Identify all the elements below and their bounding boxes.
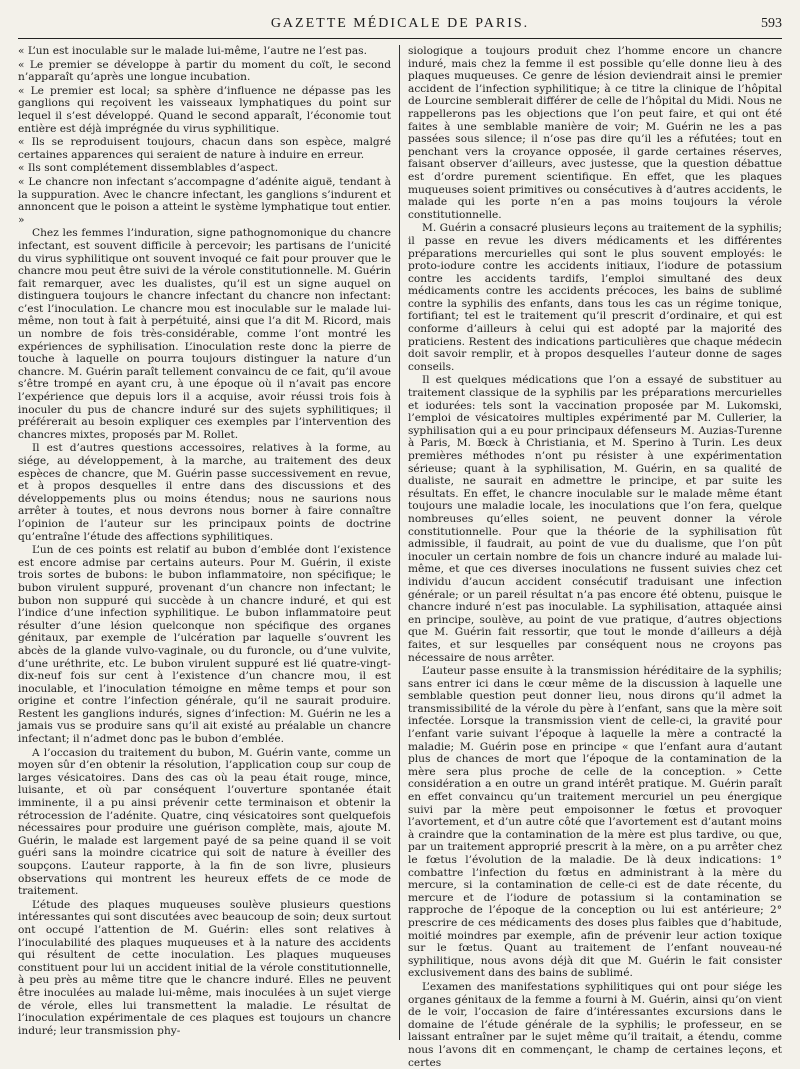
- paragraph: A l’occasion du traitement du bubon, M. Guérin vante, comme un moyen sûr d’en obtenir la résolution, l’application coup sur coup de larges vésicatoires. Dans des cas où la peau était rouge, mince, luisante, et où par conséquent l’ouverture spontanée était imminente, il a pu ainsi prévenir cette terminaison et obtenir la rétrocession de l’adénite. Quatre, cinq vésicatoires sont quelquefois nécessaires pour produire une guérison complète, mais, ajoute M. Guérin, le malade est largement payé de sa peine quand il se voit guéri sans la moindre cicatrice qui soit de nature à éveiller des soupçons. L’auteur rapporte, à la fin de son livre, plusieurs observations qui montrent les heureux effets de ce mode de traitement.: [18, 746, 391, 898]
- page-number: 593: [761, 16, 782, 31]
- paragraph: L’auteur passe ensuite à la transmission héréditaire de la syphilis; sans entrer ici dans le cœur même de la discussion à laquelle une semblable question peut donner lieu, nous dirons qu’il admet la transmissibilité de la vérole du père à l’enfant, sans que la mère soit infectée. Lorsque la transmission vient de celle-ci, la gravité pour l’enfant varie suivant l’époque à laquelle la mère a contracté la maladie; M. Guérin pose en principe « que l’enfant aura d’autant plus de chances de mort que l’époque de la contamination de la mère sera plus proche de celle de la conception. » Cette considération a en outre un grand intérêt pratique. M. Guérin paraît en effet convaincu qu’un traitement mercuriel un peu énergique suivi par la mère peut empoisonner le fœtus et provoquer l’avortement, et d’un autre côté que l’avortement est d’autant moins à craindre que la contamination de la mère est plus tardive, ou que, par un traitement approprié prescrit à la mère, on a pu arrêter chez le fœtus l’évolution de la maladie. De là deux indications: 1° combattre l’infection du fœtus en administrant à la mère du mercure, si la contamination de celle-ci est de date récente, du mercure et de l’iodure de potassium si la contamination se rapproche de l’époque de la conception ou lui est antérieure; 2° prescrire de ces médicaments des doses plus faibles que d’habitude, moitié moindres par exemple, afin de prévenir leur action toxique sur le fœtus. Quant au traitement de l’enfant nouveau-né syphilitique, nous avons déjà dit que M. Guérin le fait consister exclusivement dans des bains de sublimé.: [408, 665, 782, 980]
- page-header: [18, 10, 782, 39]
- paragraph: « Le premier est local; sa sphère d’influence ne dépasse pas les ganglions qui reçoivent les vaisseaux lymphatiques du point sur lequel il s’est développé. Quand le second apparaît, l’économie tout entière est déjà imprégnée du virus syphilitique.: [18, 84, 391, 135]
- paragraph: « Ils se reproduisent toujours, chacun dans son espèce, malgré certaines apparences qui seraient de nature à induire en erreur.: [18, 136, 391, 161]
- paragraph: L’étude des plaques muqueuses soulève plusieurs questions intéressantes qui sont discutées avec beaucoup de soin; deux surtout ont occupé l’attention de M. Guérin: elles sont relatives à l’inoculabilité des plaques muqueuses et à la nature des accidents qui résultent de cette inoculation. Les plaques muqueuses constituent pour lui un accident initial de la vérole constitutionnelle, à peu près au même titre que le chancre induré. Elles ne peuvent être inoculées au malade lui-même, mais inoculées à un sujet vierge de vérole, elles lui transmettent la maladie. Le résultat de l’inoculation expérimentale de ces plaques est toujours un chancre induré; leur transmission phy-: [18, 898, 391, 1037]
- paragraph: Il est d’autres questions accessoires, relatives à la forme, au siége, au développement, à la marche, au traitement des deux espèces de chancre, que M. Guérin passe successivement en revue, et à propos desquelles il entre dans des discussions et des développements plus ou moins étendus; nous ne saurions nous arrêter à toutes, et nous devrons nous borner à faire connaître l’opinion de l’auteur sur les principaux points de doctrine qu’entraîne l’étude des affections syphilitiques.: [18, 442, 391, 543]
- journal-title: GAZETTE MÉDICALE DE PARIS.: [270, 16, 530, 31]
- text-columns: [18, 45, 782, 1069]
- paragraph: L’un de ces points est relatif au bubon d’emblée dont l’existence est encore admise par certains auteurs. Pour M. Guérin, il existe trois sortes de bubons: le bubon inflammatoire, non spécifique; le bubon virulent suppuré, provenant d’un chancre non infectant; le bubon non suppuré qui succède à un chancre induré, et qui est l’indice d’une infection syphilitique. Le bubon inflammatoire peut résulter d’une lésion quelconque non spécifique des organes génitaux, par exemple de l’ulcération par laquelle s’ouvrent les abcès de la glande vulvo-vaginale, ou du furoncle, ou d’une vulvite, d’une uréthrite, etc. Le bubon virulent suppuré est lié quatre-vingt-dix-neuf fois sur cent à l’existence d’un chancre mou, il est inoculable, et l’inoculation témoigne en même temps et pour son origine et contre l’infection générale, qu’il ne saurait produire. Restent les ganglions indurés, signes d’infection: M. Guérin ne les a jamais vus se produire sans qu’il ait existé au préalable un chancre infectant; il n’admet donc pas le bubon d’emblée.: [18, 544, 391, 746]
- paragraph: « Ils sont complétement dissemblables d’aspect.: [18, 162, 279, 175]
- paragraph: Il est quelques médications que l’on a essayé de substituer au traitement classique de la syphilis par les préparations mercurielles et iodurées: tels sont la vaccination proposée par M. Lukomski, l’emploi de vésicatoires multiples expérimenté par M. Cullerier, la syphilisation qui a eu pour principaux défenseurs M. Auzias-Turenne à Paris, M. Bœck à Christiania, et M. Sperino à Turin. Les deux premières méthodes n’ont pu résister à une expérimentation sérieuse; quant à la syphilisation, M. Guérin, en sa qualité de dualiste, ne saurait en admettre le principe, et par suite les résultats. En effet, le chancre inoculable sur le malade même étant toujours une maladie locale, les inoculations que l’on fera, quelque nombreuses qu’elles soient, ne peuvent donner la vérole constitutionnelle. Pour que la théorie de la syphilisation fût admissible, il faudrait, au point de vue du dualisme, que l’on pût inoculer un certain nombre de fois un chancre induré au malade lui-même, et que ces diverses inoculations ne fussent suivies chez cet individu d’aucun accident consécutif traduisant une infection générale; or un pareil résultat n’a pas encore été obtenu, puisque le chancre induré n’est pas inoculable. La syphilisation, attaquée ainsi en principe, soulève, au point de vue pratique, d’autres objections que M. Guérin fait ressortir, que tout le monde d’ailleurs a déjà faites, et sur lesquelles par conséquent nous ne croyons pas nécessaire de nous arrêter.: [408, 374, 782, 664]
- paragraph: « Le premier se développe à partir du moment du coït, le second n’apparaît qu’après une longue incubation.: [18, 58, 391, 84]
- paragraph: Chez les femmes l’induration, signe pathognomonique du chancre infectant, est souvent difficile à percevoir; les partisans de l’unicité du virus syphilitique ont souvent invoqué ce fait pour prouver que le chancre mou peut être suivi de la vérole constitutionnelle. M. Guérin fait remarquer, avec les dualistes, qu’il est un signe auquel on distinguera toujours le chancre infectant du chancre non infectant: c’est l’inoculation. Le chancre mou est inoculable sur le malade lui-même, non tout à fait à perpétuité, ainsi que l’a dit M. Ricord, mais un nombre de fois très-considérable, comme l’ont montré les expériences de syphilisation. L’inoculation reste donc la pierre de touche à laquelle on pourra toujours distinguer la nature d’un chancre. M. Guérin paraît tellement convaincu de ce fait, qu’il avoue s’être trompé en ayant cru, à une époque où il n’avait pas encore l’expérience que depuis lors il a acquise, avoir réussi trois fois à inoculer du pus de chancre induré sur des sujets syphilitiques; il préférerait au besoin expliquer ces exemples par l’intervention des chancres mixtes, proposés par M. Rollet.: [18, 227, 391, 441]
- right-column: [400, 45, 782, 1069]
- paragraph: « L’un est inoculable sur le malade lui-même, l’autre ne l’est pas.: [18, 45, 367, 57]
- left-column: [18, 45, 400, 1040]
- paragraph: « Le chancre non infectant s’accompagne d’adénite aiguë, tendant à la suppuration. Avec le chancre infectant, les ganglions s’indurent et annoncent que le poison a atteint le système lymphatique tout entier. »: [18, 175, 391, 226]
- paragraph: L’examen des manifestations syphilitiques qui ont pour siége les organes génitaux de la femme a fourni à M. Guérin, ainsi qu’on vient de le voir, l’occasion de faire d’intéressantes excursions dans le domaine de l’étude générale de la syphilis; le professeur, en se laissant entraîner par le sujet même qu’il traitait, a étendu, comme nous l’avons dit en commençant, le champ de certaines leçons, et certes: [408, 980, 782, 1069]
- paragraph: siologique a toujours produit chez l’homme encore un chancre induré, mais chez la femme il est possible qu’elle donne lieu à des plaques muqueuses. Ce genre de lésion deviendrait ainsi le premier accident de l’infection syphilitique; à ce titre la clinique de l’hôpital de Lourcine semblerait différer de celle de l’hôpital du Midi. Nous ne rappellerons pas les objections que l’on peut faire, et qui ont été faites à une semblable manière de voir; M. Guérin ne les a pas passées sous silence; il n’ose pas dire qu’il les a réfutées; tout en penchant vers la croyance opposée, il garde certaines réserves, faisant observer d’ailleurs, avec justesse, que la question débattue est d’ordre purement scientifique. En effet, que les plaques muqueuses soient primitives ou consécutives à d’autres accidents, le malade qui les porte n’en a pas moins toujours la vérole constitutionnelle.: [408, 45, 782, 221]
- paragraph: M. Guérin a consacré plusieurs leçons au traitement de la syphilis; il passe en revue les divers médicaments et les différentes préparations mercurielles qui sont le plus souvent employés: le proto-iodure contre les accidents initiaux, l’iodure de potassium contre les accidents tardifs, l’emploi simultané des deux médicaments contre les accidents précoces, les bains de sublimé contre la syphilis des enfants, dans tous les cas un régime tonique, fortifiant; tel est le traitement qu’il prescrit d’ordinaire, et qui est conforme d’ailleurs à celui qui est adopté par la majorité des praticiens. Restent des indications particulières que chaque médecin doit savoir remplir, et à propos desquelles l’auteur donne de sages conseils.: [408, 222, 782, 373]
